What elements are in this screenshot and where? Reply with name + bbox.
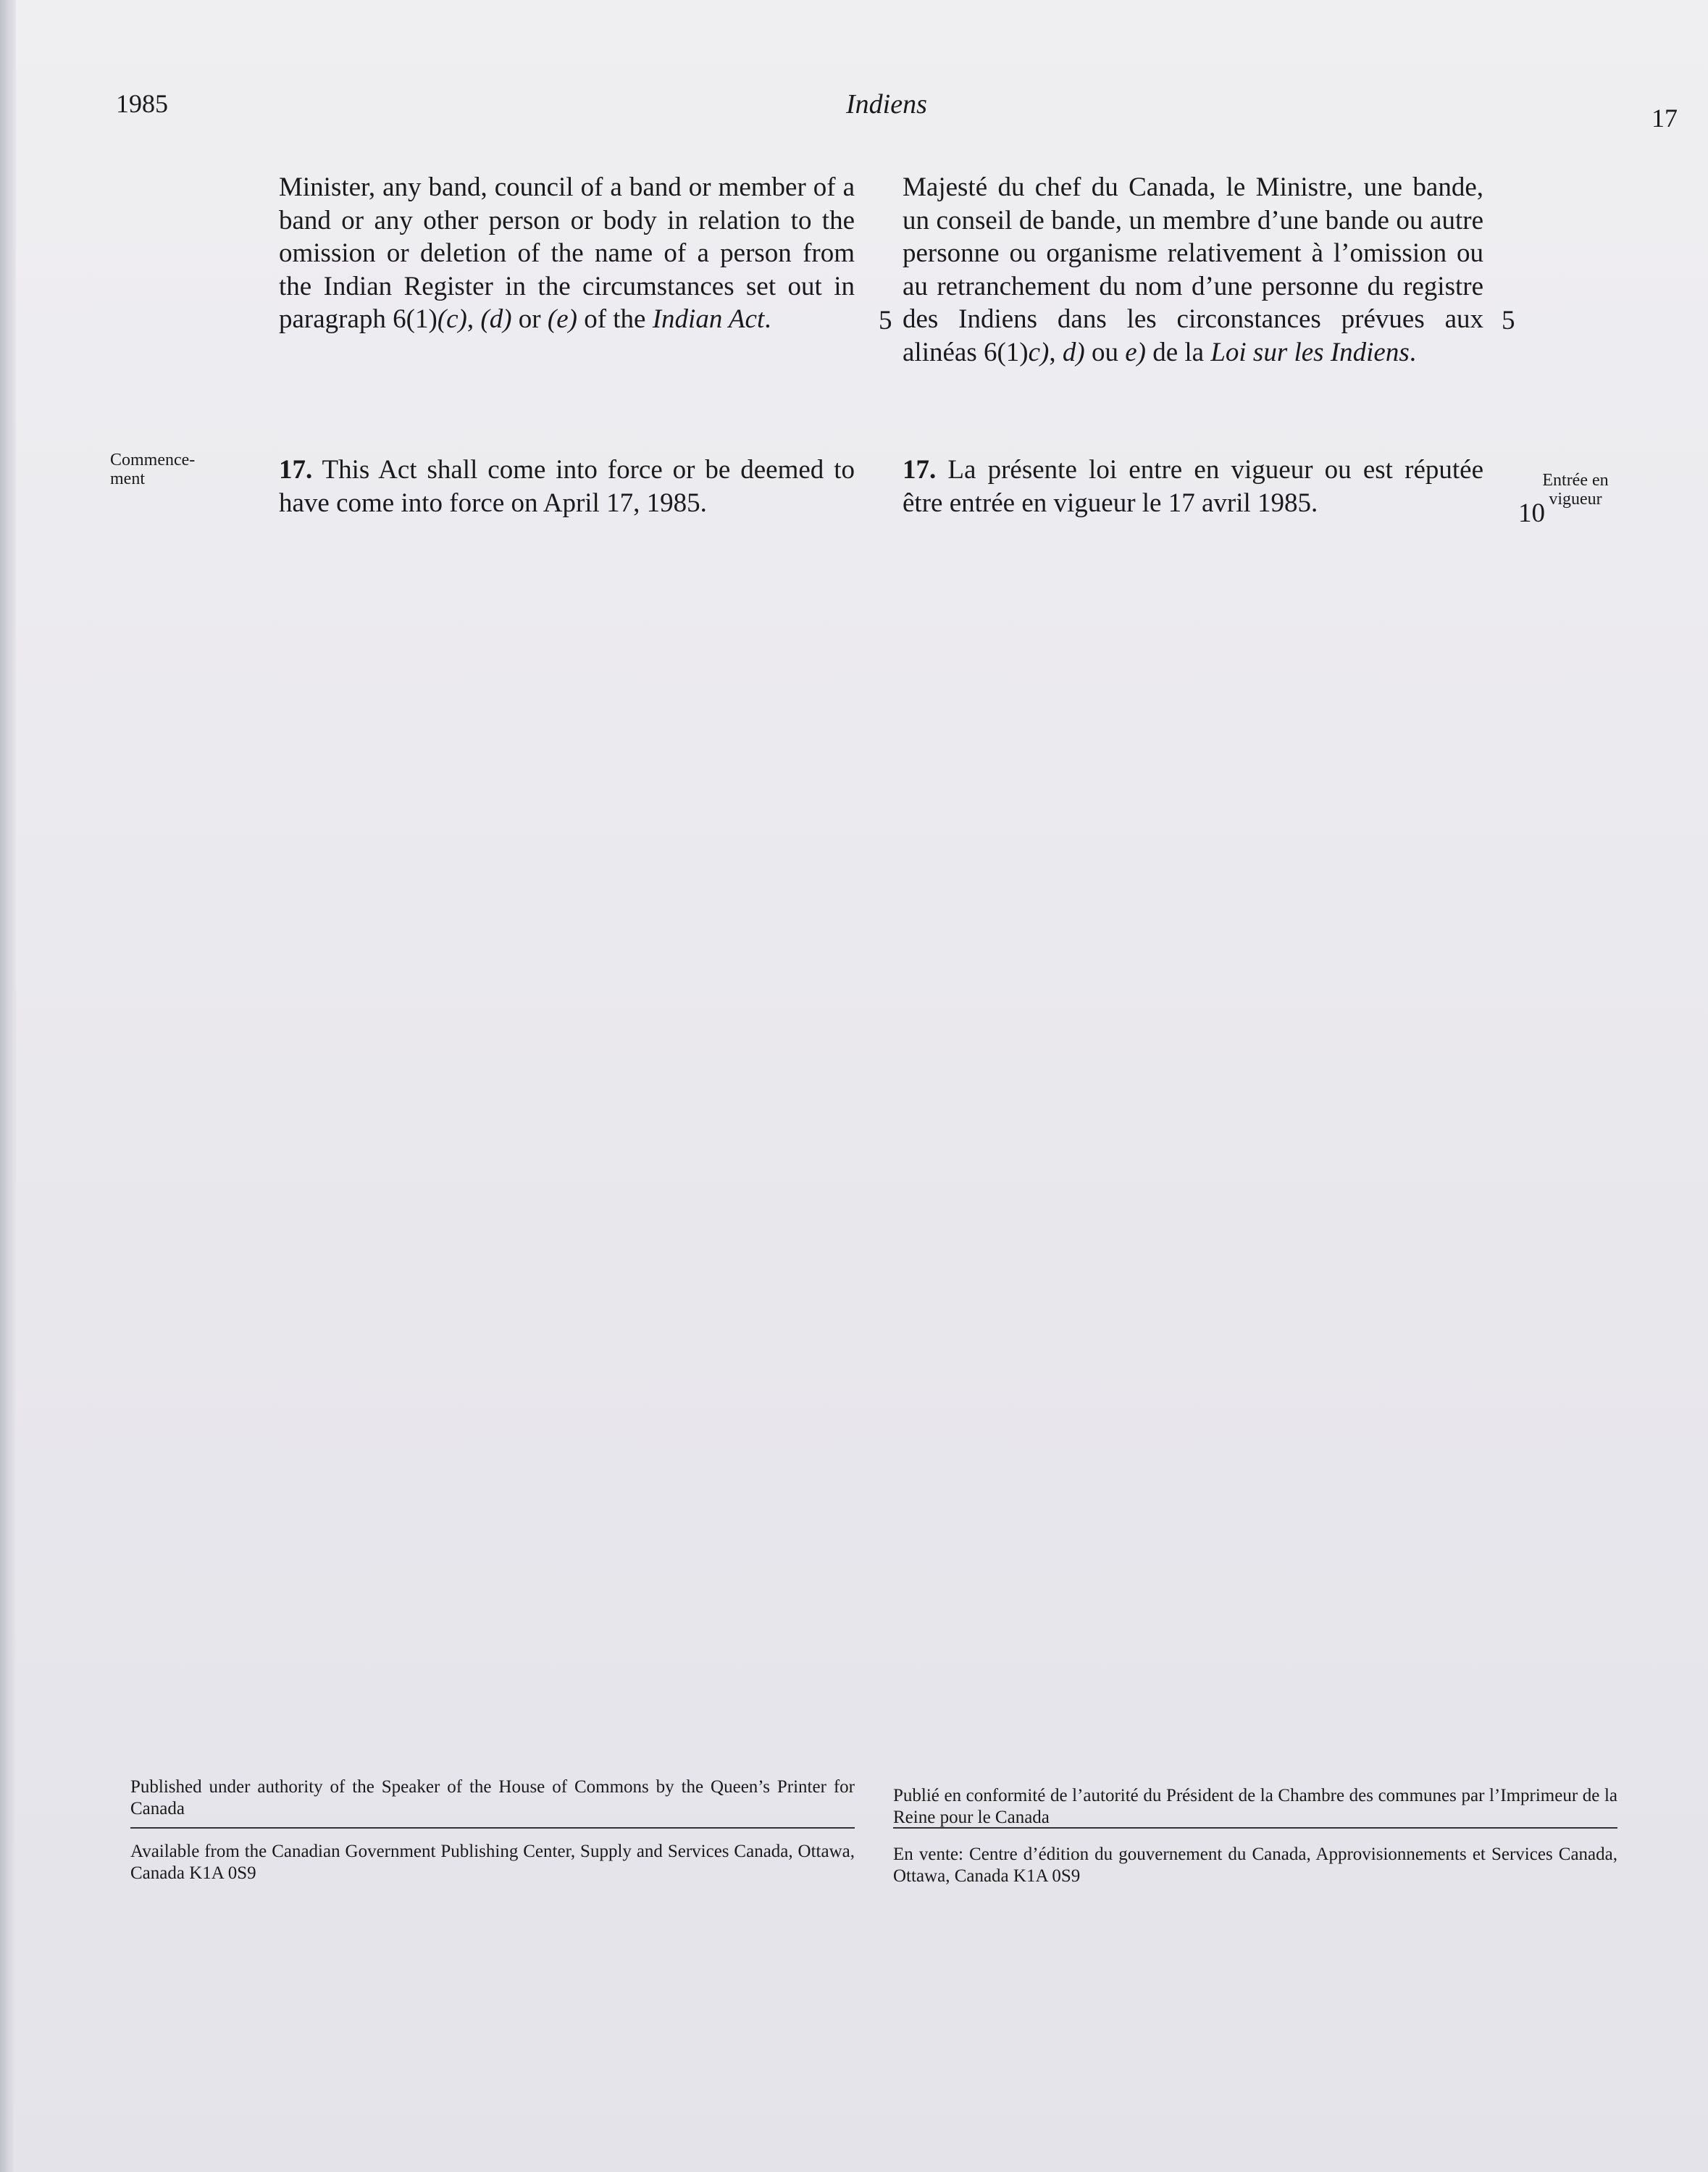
page-edge bbox=[0, 0, 16, 2172]
header-year: 1985 bbox=[116, 89, 168, 118]
footer-published-fr: Publié en conformité de l’autorité du Président de la Chambre des communes par l’Imprimeur de la Reine pour le Canada bbox=[893, 1786, 1617, 1827]
french-section-number: 17. bbox=[903, 455, 937, 485]
french-continuation-body: Majesté du chef du Canada, le Ministre, une bande, un conseil de bande, un membre d’une bande ou autre personne ou organisme relativement à l’omission ou au retranchement du nom d’une personne du registre des Indiens dans les circonstances prévues aux alinéas 6(1)c), d) ou e) de la Loi sur les Indiens. bbox=[903, 172, 1483, 367]
line-number-en-5: 5 bbox=[879, 306, 892, 335]
footer-available-fr: En vente: Centre d’édition du gouvernement du Canada, Approvisionnements et Services Canada, Ottawa, Canada K1A 0S9 bbox=[893, 1845, 1617, 1886]
marginal-note-entree-en-vigueur: Entrée en vigueur bbox=[1542, 471, 1609, 509]
french-continuation-text bbox=[903, 171, 1483, 369]
french-section-17 bbox=[903, 454, 1483, 519]
english-section-number: 17. bbox=[279, 455, 313, 485]
french-continuation bbox=[903, 171, 1483, 369]
header-title: Indiens bbox=[846, 89, 927, 120]
english-section-text: This Act shall come into force or be deemed to have come into force on April 17, 1985. bbox=[279, 455, 855, 518]
footer-rule-fr bbox=[893, 1827, 1617, 1829]
footer-rule-en bbox=[130, 1827, 855, 1829]
english-section-17 bbox=[279, 454, 855, 519]
french-section-text: La présente loi entre en vigueur ou est réputée être entrée en vigueur le 17 avril 1985. bbox=[903, 455, 1483, 518]
line-number-fr-5: 5 bbox=[1502, 306, 1515, 335]
english-continuation bbox=[279, 171, 855, 336]
show-through-texture bbox=[109, 551, 1630, 1746]
footer-available-en: Available from the Canadian Government Publishing Center, Supply and Services Canada, Ottawa, Canada K1A 0S9 bbox=[130, 1842, 855, 1883]
english-continuation-text bbox=[279, 171, 855, 336]
english-continuation-body: Minister, any band, council of a band or member of a band or any other person or body in relation to the omission or deletion of the name of a person from the Indian Register in the circumstances set out in paragraph 6(1)(c), (d) or (e) of the Indian Act. bbox=[279, 172, 855, 335]
marginal-note-commencement: Commence-ment bbox=[110, 451, 196, 488]
line-number-fr-10: 10 bbox=[1518, 498, 1545, 528]
footer-published-en: Published under authority of the Speaker of the House of Commons by the Queen’s Printer for Canada bbox=[130, 1777, 855, 1818]
page-number: 17 bbox=[1652, 104, 1678, 133]
